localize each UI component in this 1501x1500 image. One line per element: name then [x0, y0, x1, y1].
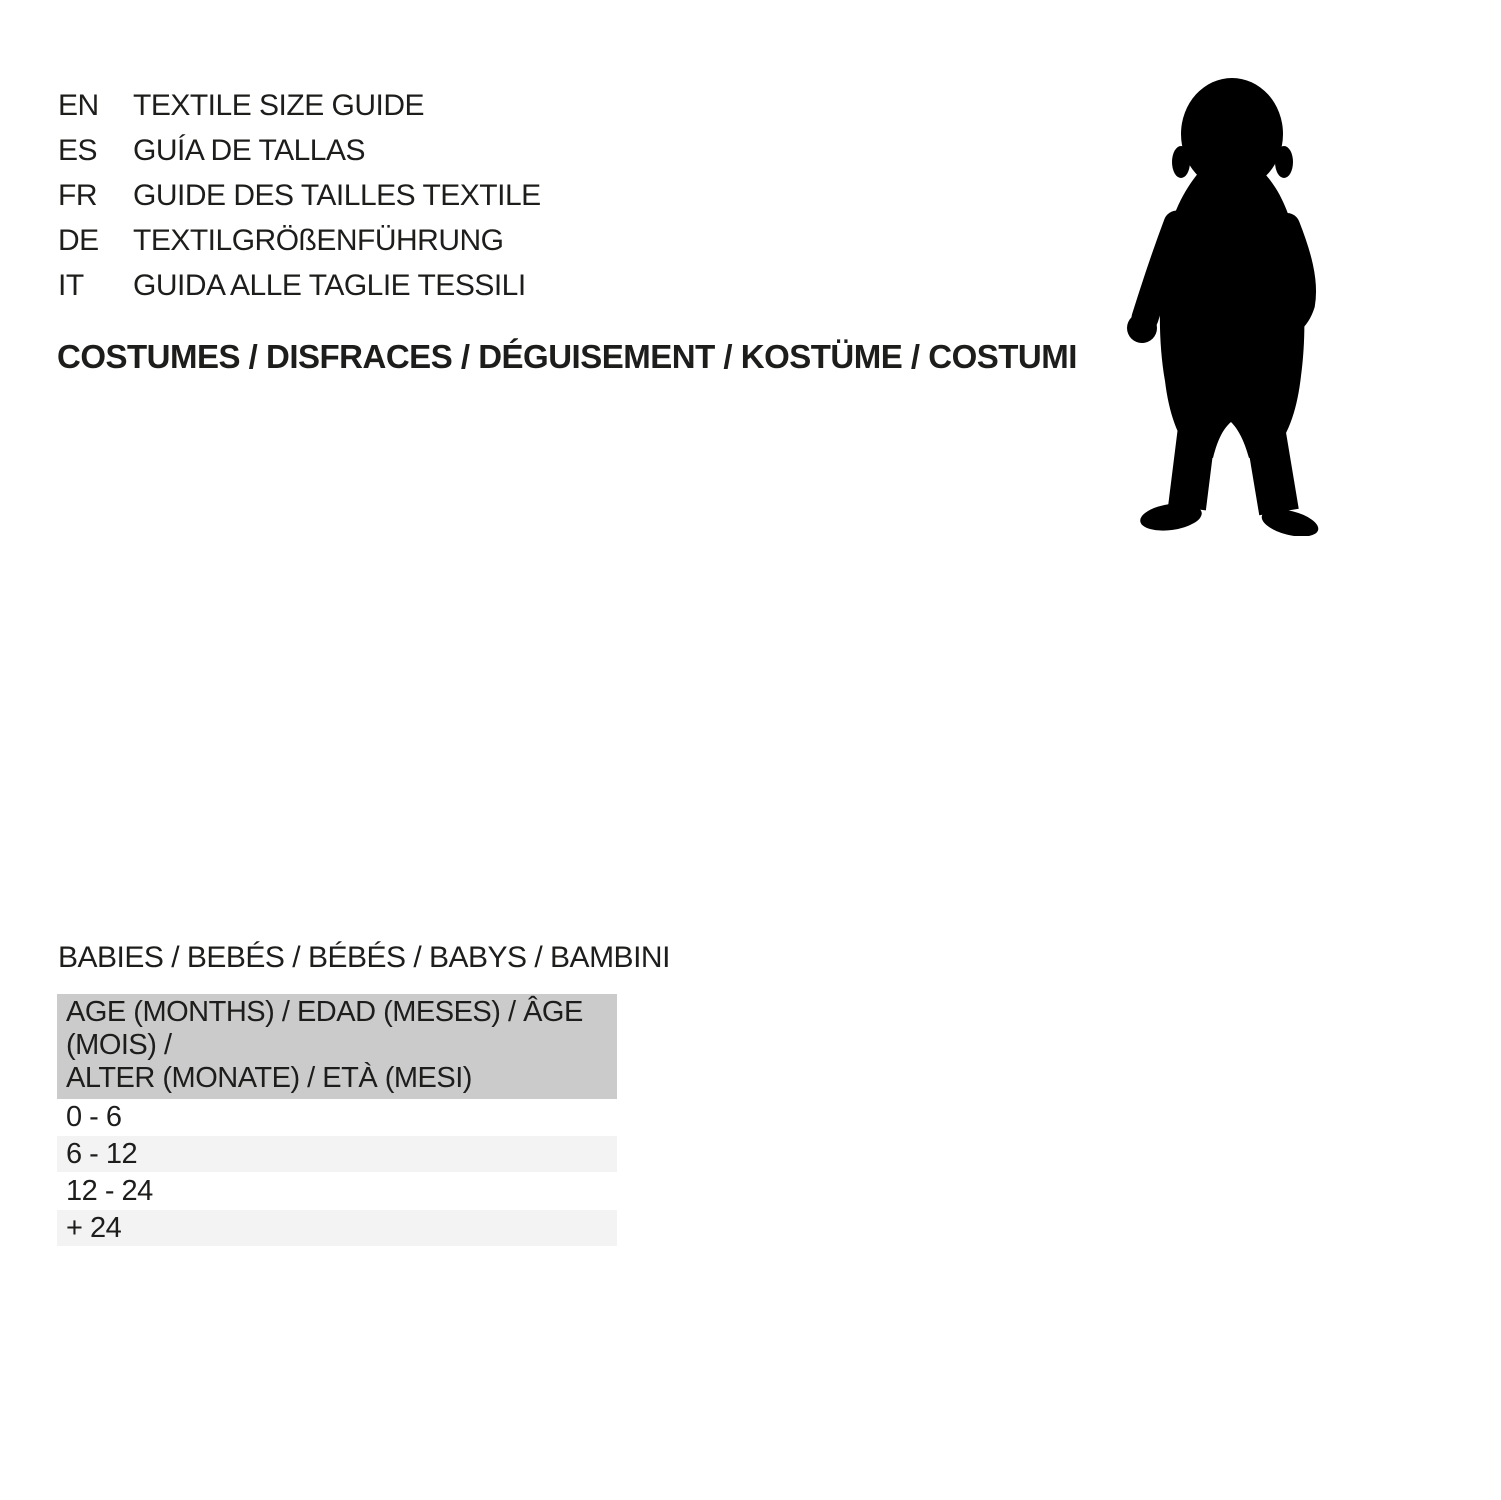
- language-row-es: [58, 128, 541, 173]
- section-title-babies: BABIES / BEBÉS / BÉBÉS / BABYS / BAMBINI: [58, 941, 670, 974]
- age-table-header-line-1: AGE (MONTHS) / EDAD (MESES) / ÂGE (MOIS) /: [66, 996, 583, 1061]
- language-row-en: [58, 83, 541, 128]
- language-row-de: [58, 218, 541, 263]
- table-row: 12 - 24: [57, 1173, 617, 1210]
- language-label: GUÍA DE TALLAS: [133, 133, 365, 167]
- language-row-fr: [58, 173, 541, 218]
- age-table: [57, 994, 617, 1247]
- language-label: TEXTILGRÖßENFÜHRUNG: [133, 223, 504, 257]
- age-table-header: [57, 994, 617, 1099]
- baby-silhouette-icon: [1125, 76, 1325, 536]
- age-table-header-line-2: ALTER (MONATE) / ETÀ (MESI): [66, 1062, 472, 1094]
- language-label: TEXTILE SIZE GUIDE: [133, 88, 425, 122]
- language-label: GUIDA ALLE TAGLIE TESSILI: [133, 268, 526, 302]
- language-code: DE: [58, 223, 99, 257]
- table-row: 0 - 6: [57, 1099, 617, 1136]
- language-code: IT: [58, 268, 84, 302]
- table-row: 6 - 12: [57, 1136, 617, 1173]
- language-code: ES: [58, 133, 98, 167]
- category-title: COSTUMES / DISFRACES / DÉGUISEMENT / KOSTÜME / COSTUMI: [57, 338, 1077, 375]
- language-list: [58, 83, 541, 308]
- language-label: GUIDE DES TAILLES TEXTILE: [133, 178, 541, 212]
- table-row: + 24: [57, 1210, 617, 1247]
- language-code: FR: [58, 178, 97, 212]
- baby-silhouette: [1125, 76, 1325, 536]
- language-row-it: [58, 263, 541, 308]
- language-code: EN: [58, 88, 99, 122]
